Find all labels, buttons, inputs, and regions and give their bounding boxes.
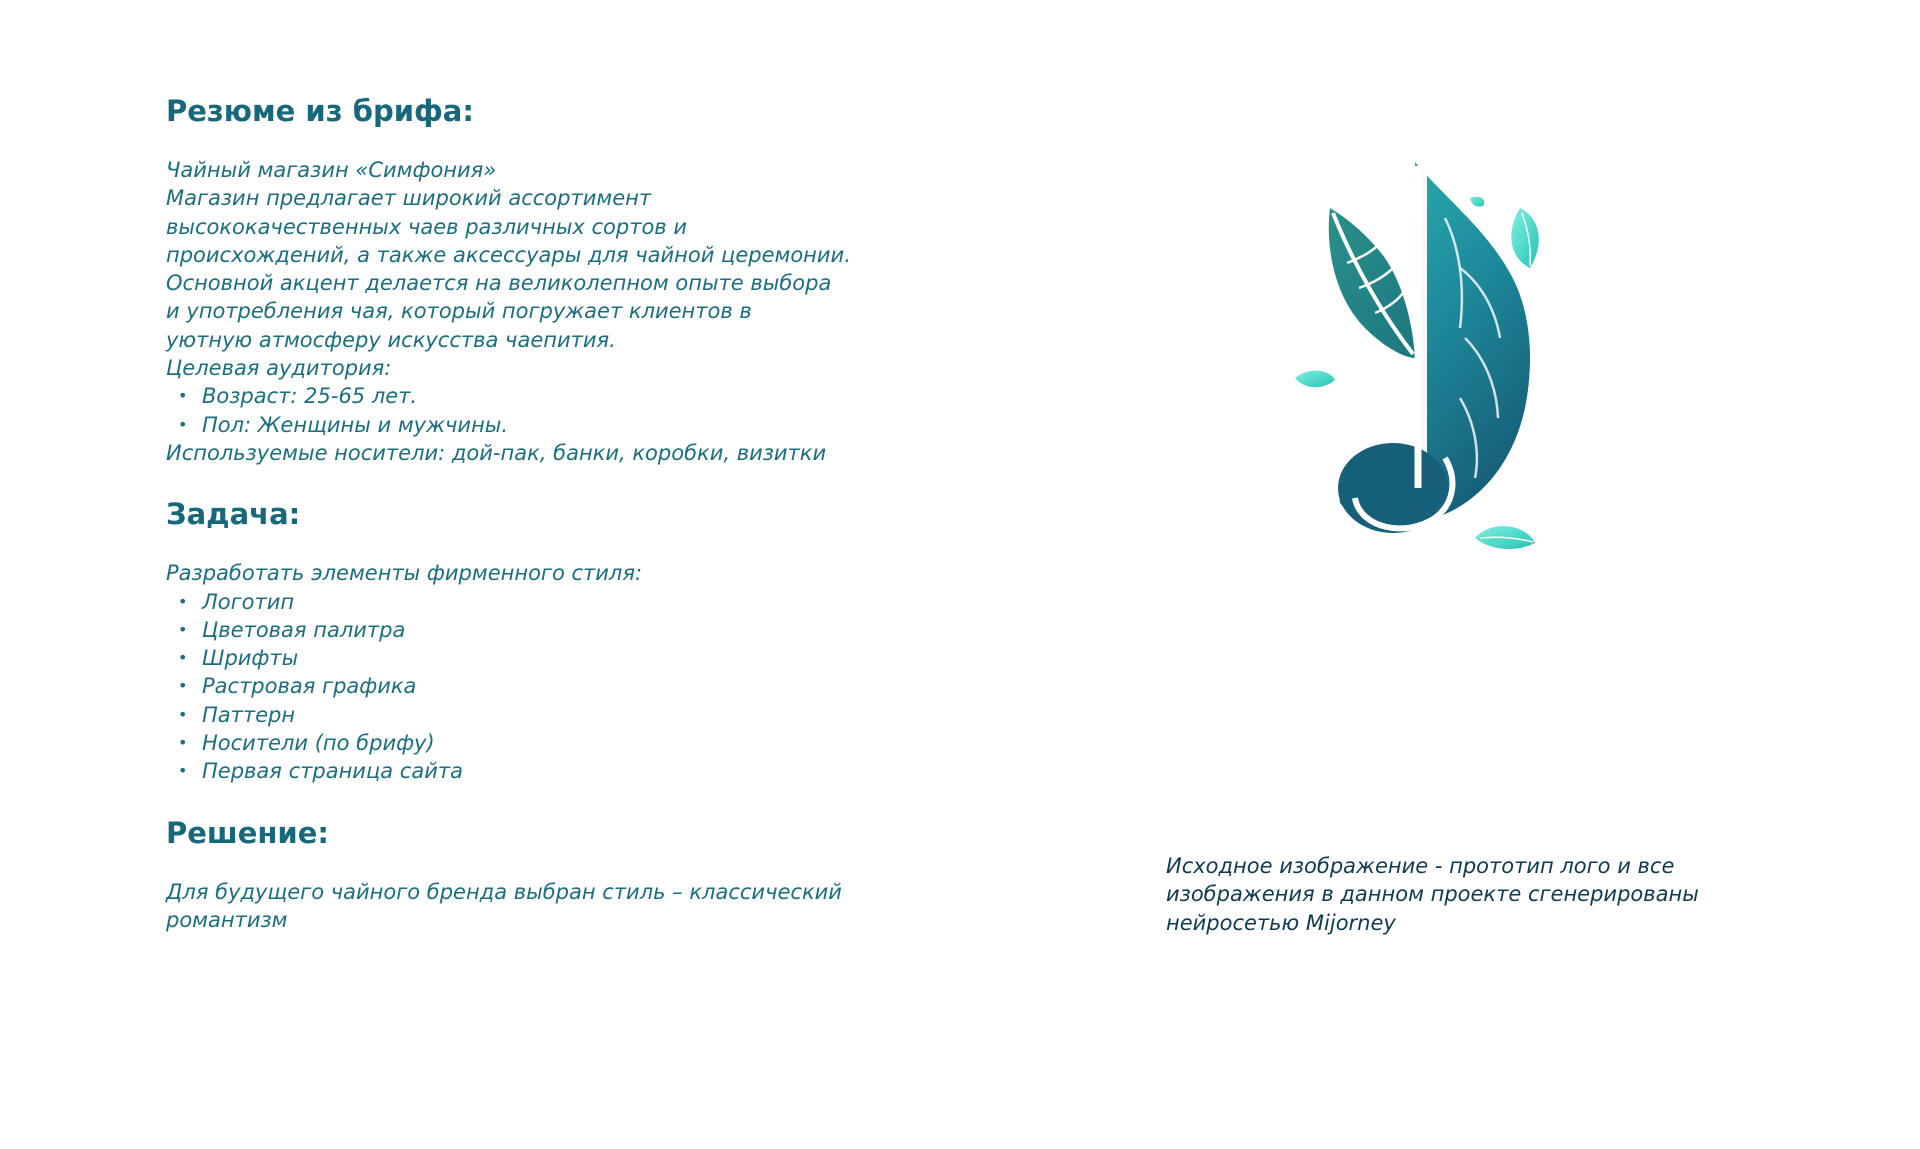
caption-line: изображения в данном проекте сгенерированы	[1166, 882, 1699, 907]
solution-heading: Решение:	[166, 815, 330, 850]
summary-heading: Резюме из брифа:	[166, 94, 474, 128]
summary-line: высококачественных чаев различных сортов и	[166, 214, 687, 239]
media-line: Используемые носители: дой-пак, банки, коробки, визитки	[166, 440, 827, 465]
audience-list	[166, 382, 926, 439]
task-item: • Цветовая палитра	[166, 616, 926, 644]
task-item: • Логотип	[166, 588, 926, 616]
summary-line: Магазин предлагает широкий ассортимент	[166, 186, 652, 211]
leaf-music-note-logo-icon	[1285, 158, 1565, 568]
task-list	[166, 588, 926, 786]
brief-content	[166, 92, 926, 934]
summary-section	[166, 92, 926, 467]
task-item: • Первая страница сайта	[166, 757, 926, 785]
solution-text	[166, 878, 926, 935]
task-item: • Носители (по брифу)	[166, 729, 926, 757]
summary-line: уютную атмосферу искусства чаепития.	[166, 327, 616, 352]
summary-line: происхождений, а также аксессуары для чайной церемонии.	[166, 242, 851, 267]
task-section	[166, 495, 926, 785]
task-item: • Растровая графика	[166, 672, 926, 700]
solution-line: романтизм	[166, 907, 288, 932]
caption-line: нейросетью Mijorney	[1166, 910, 1396, 935]
audience-label: Целевая аудитория:	[166, 356, 392, 381]
summary-line: Чайный магазин «Симфония»	[166, 158, 497, 182]
summary-text	[166, 156, 926, 382]
solution-line: Для будущего чайного бренда выбран стиль – классический	[166, 879, 842, 904]
task-intro	[166, 559, 926, 587]
task-heading: Задача:	[166, 497, 301, 532]
summary-line: и употребления чая, который погружает клиентов в	[166, 299, 752, 324]
audience-item: • Возраст: 25-65 лет.	[166, 382, 926, 410]
image-caption	[1166, 852, 1786, 937]
task-intro-line: Разработать элементы фирменного стиля:	[166, 561, 643, 586]
audience-item: • Пол: Женщины и мужчины.	[166, 411, 926, 439]
caption-line: Исходное изображение - прототип лого и все	[1166, 854, 1675, 878]
logo	[1285, 158, 1565, 568]
task-item: • Шрифты	[166, 644, 926, 672]
task-item: • Паттерн	[166, 701, 926, 729]
media-text	[166, 439, 926, 467]
summary-line: Основной акцент делается на великолепном опыте выбора	[166, 271, 832, 296]
solution-section	[166, 814, 926, 935]
